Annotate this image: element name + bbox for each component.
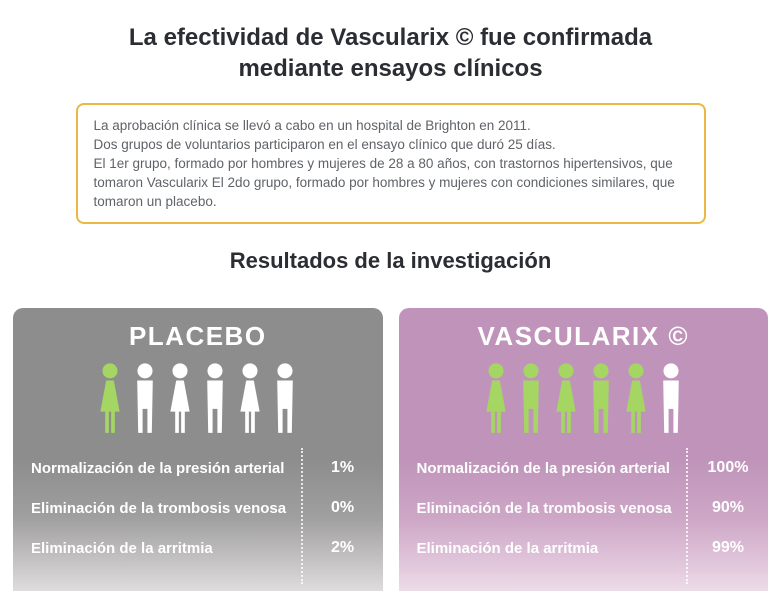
man-icon <box>128 362 162 433</box>
info-line: La aprobación clínica se llevó a cabo en un hospital de Brighton en 2011. <box>93 118 531 133</box>
stat-values-column <box>301 448 383 584</box>
woman-icon <box>93 362 127 433</box>
stat-value: 1% <box>330 459 355 477</box>
info-line: Dos grupos de voluntarios participaron en el ensayo clínico que duró 25 días. <box>93 137 556 152</box>
man-icon <box>268 362 302 433</box>
man-icon <box>654 362 688 433</box>
stat-value: 99% <box>711 539 745 557</box>
man-icon <box>584 362 618 433</box>
woman-icon <box>619 362 653 433</box>
man-icon <box>514 362 548 433</box>
clinical-info-box <box>76 103 706 224</box>
stat-label: Normalización de la presión arterial <box>416 459 670 477</box>
info-line: El 1er grupo, formado por hombres y mujeres de 28 a 80 años, con trastornos hipertensivos, que tomaron Vascularix El 2do grupo, formado por hombres y mujeres con condiciones similares, que tomaron un placebo. <box>93 156 675 209</box>
stat-values-column <box>686 448 768 584</box>
woman-icon <box>163 362 197 433</box>
results-cards <box>0 308 781 591</box>
stat-value: 100% <box>707 459 749 477</box>
stat-label: Eliminación de la arritmia <box>416 539 599 557</box>
vascularix-stats <box>399 448 769 584</box>
vascularix-card-title: VASCULARIX © <box>477 321 689 351</box>
placebo-people-icons <box>13 361 383 433</box>
woman-icon <box>479 362 513 433</box>
placebo-stats <box>13 448 383 584</box>
page-title: La efectividad de Vascularix © fue confirmada mediante ensayos clínicos <box>128 24 653 82</box>
results-title: Resultados de la investigación <box>229 248 552 273</box>
woman-icon <box>233 362 267 433</box>
man-icon <box>198 362 232 433</box>
stat-label: Eliminación de la arritmia <box>31 539 213 557</box>
stat-value: 0% <box>330 499 355 517</box>
vascularix-card <box>399 308 769 591</box>
stat-labels-column <box>13 448 301 584</box>
woman-icon <box>549 362 583 433</box>
stat-label: Normalización de la presión arterial <box>31 459 285 477</box>
placebo-card <box>13 308 383 591</box>
stat-label: Eliminación de la trombosis venosa <box>31 499 287 517</box>
stat-label: Eliminación de la trombosis venosa <box>416 499 672 517</box>
stat-value: 90% <box>711 499 745 517</box>
vascularix-people-icons <box>399 361 769 433</box>
placebo-card-title: PLACEBO <box>128 321 267 351</box>
stat-value: 2% <box>330 539 355 557</box>
stat-labels-column <box>399 448 687 584</box>
